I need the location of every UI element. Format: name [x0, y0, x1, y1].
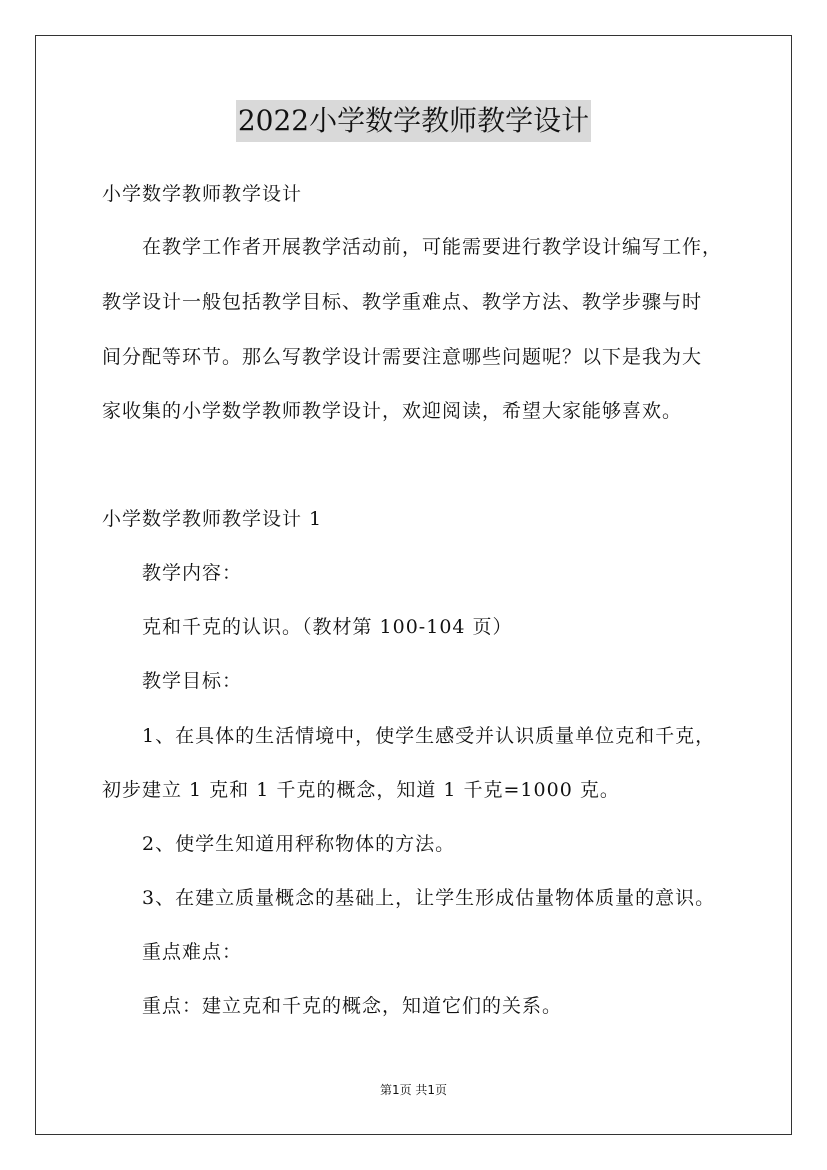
paragraph-line: 2、使学生知道用秤称物体的方法。 [142, 833, 456, 855]
paragraph-line: 间分配等环节。那么写教学设计需要注意哪些问题呢？以下是我为大 [102, 346, 703, 368]
paragraph-line: 在教学工作者开展教学活动前，可能需要进行教学设计编写工作， [142, 236, 723, 258]
paragraph-line: 初步建立 1 克和 1 千克的概念，知道 1 千克=1000 克。 [102, 779, 620, 801]
paragraph-line: 1、在具体的生活情境中，使学生感受并认识质量单位克和千克， [142, 725, 716, 747]
document-title: 2022小学数学教师教学设计 [236, 100, 591, 142]
subheading: 教学内容： [142, 562, 243, 584]
paragraph-line: 家收集的小学数学教师教学设计，欢迎阅读，希望大家能够喜欢。 [102, 400, 683, 422]
section-heading: 小学数学教师教学设计 1 [102, 508, 323, 530]
paragraph-line: 教学设计一般包括教学目标、教学重难点、教学方法、教学步骤与时 [102, 291, 703, 313]
paragraph-line: 3、在建立质量概念的基础上，让学生形成估量物体质量的意识。 [142, 887, 716, 909]
paragraph-line: 克和千克的认识。（教材第 100-104 页） [142, 616, 513, 638]
subheading: 教学目标： [142, 670, 243, 692]
page-footer: 第1页 共1页 [379, 1083, 448, 1097]
section-heading: 小学数学教师教学设计 [102, 183, 303, 205]
document-title-wrapper [0, 100, 827, 142]
paragraph-line: 重点：建立克和千克的概念，知道它们的关系。 [142, 995, 563, 1017]
subheading: 重点难点： [142, 941, 243, 963]
